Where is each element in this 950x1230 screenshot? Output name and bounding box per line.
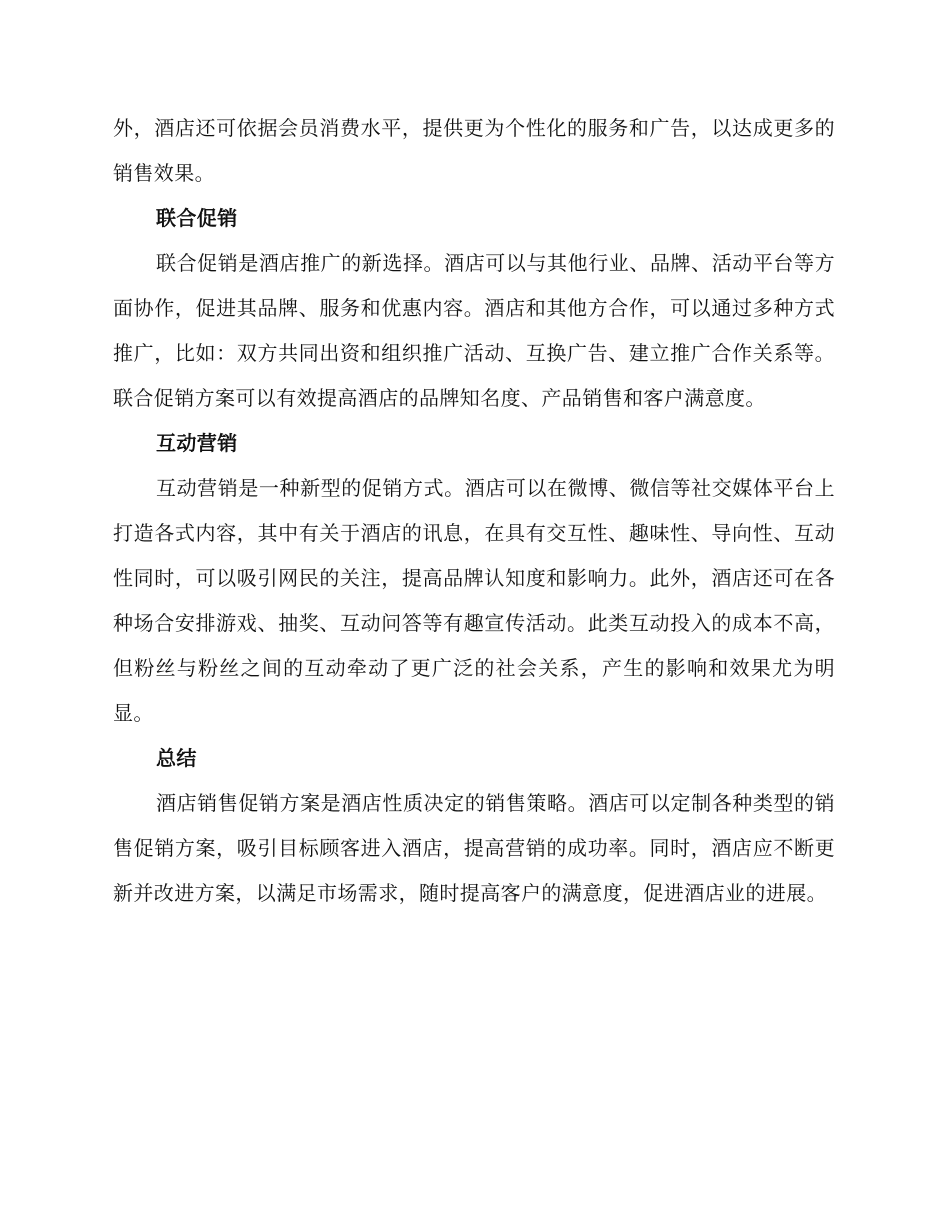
section-heading-interactive-marketing: 互动营销	[156, 431, 238, 455]
document-body	[113, 107, 835, 916]
continuation-paragraph: 外，酒店还可依据会员消费水平，提供更为个性化的服务和广告，以达成更多的销售效果。	[113, 116, 835, 185]
section-heading-joint-promotion: 联合促销	[156, 206, 238, 230]
section-paragraph-interactive-marketing: 互动营销是一种新型的促销方式。酒店可以在微博、微信等社交媒体平台上打造各式内容，其中有关于酒店的讯息，在具有交互性、趣味性、导向性、互动性同时，可以吸引网民的关注，提高品牌认知度和影响力。此外，酒店还可在各种场合安排游戏、抽奖、互动问答等有趣宣传活动。此类互动投入的成本不高，但粉丝与粉丝之间的互动牵动了更广泛的社会关系，产生的影响和效果尤为明显。	[113, 476, 835, 725]
section-paragraph-summary: 酒店销售促销方案是酒店性质决定的销售策略。酒店可以定制各种类型的销售促销方案，吸引目标顾客进入酒店，提高营销的成功率。同时，酒店应不断更新并改进方案，以满足市场需求，随时提高客户的满意度，促进酒店业的进展。	[113, 791, 835, 905]
section-heading-summary: 总结	[156, 746, 197, 770]
section-paragraph-joint-promotion: 联合促销是酒店推广的新选择。酒店可以与其他行业、品牌、活动平台等方面协作，促进其品牌、服务和优惠内容。酒店和其他方合作，可以通过多种方式推广，比如：双方共同出资和组织推广活动、互换广告、建立推广合作关系等。联合促销方案可以有效提高酒店的品牌知名度、产品销售和客户满意度。	[113, 251, 835, 410]
